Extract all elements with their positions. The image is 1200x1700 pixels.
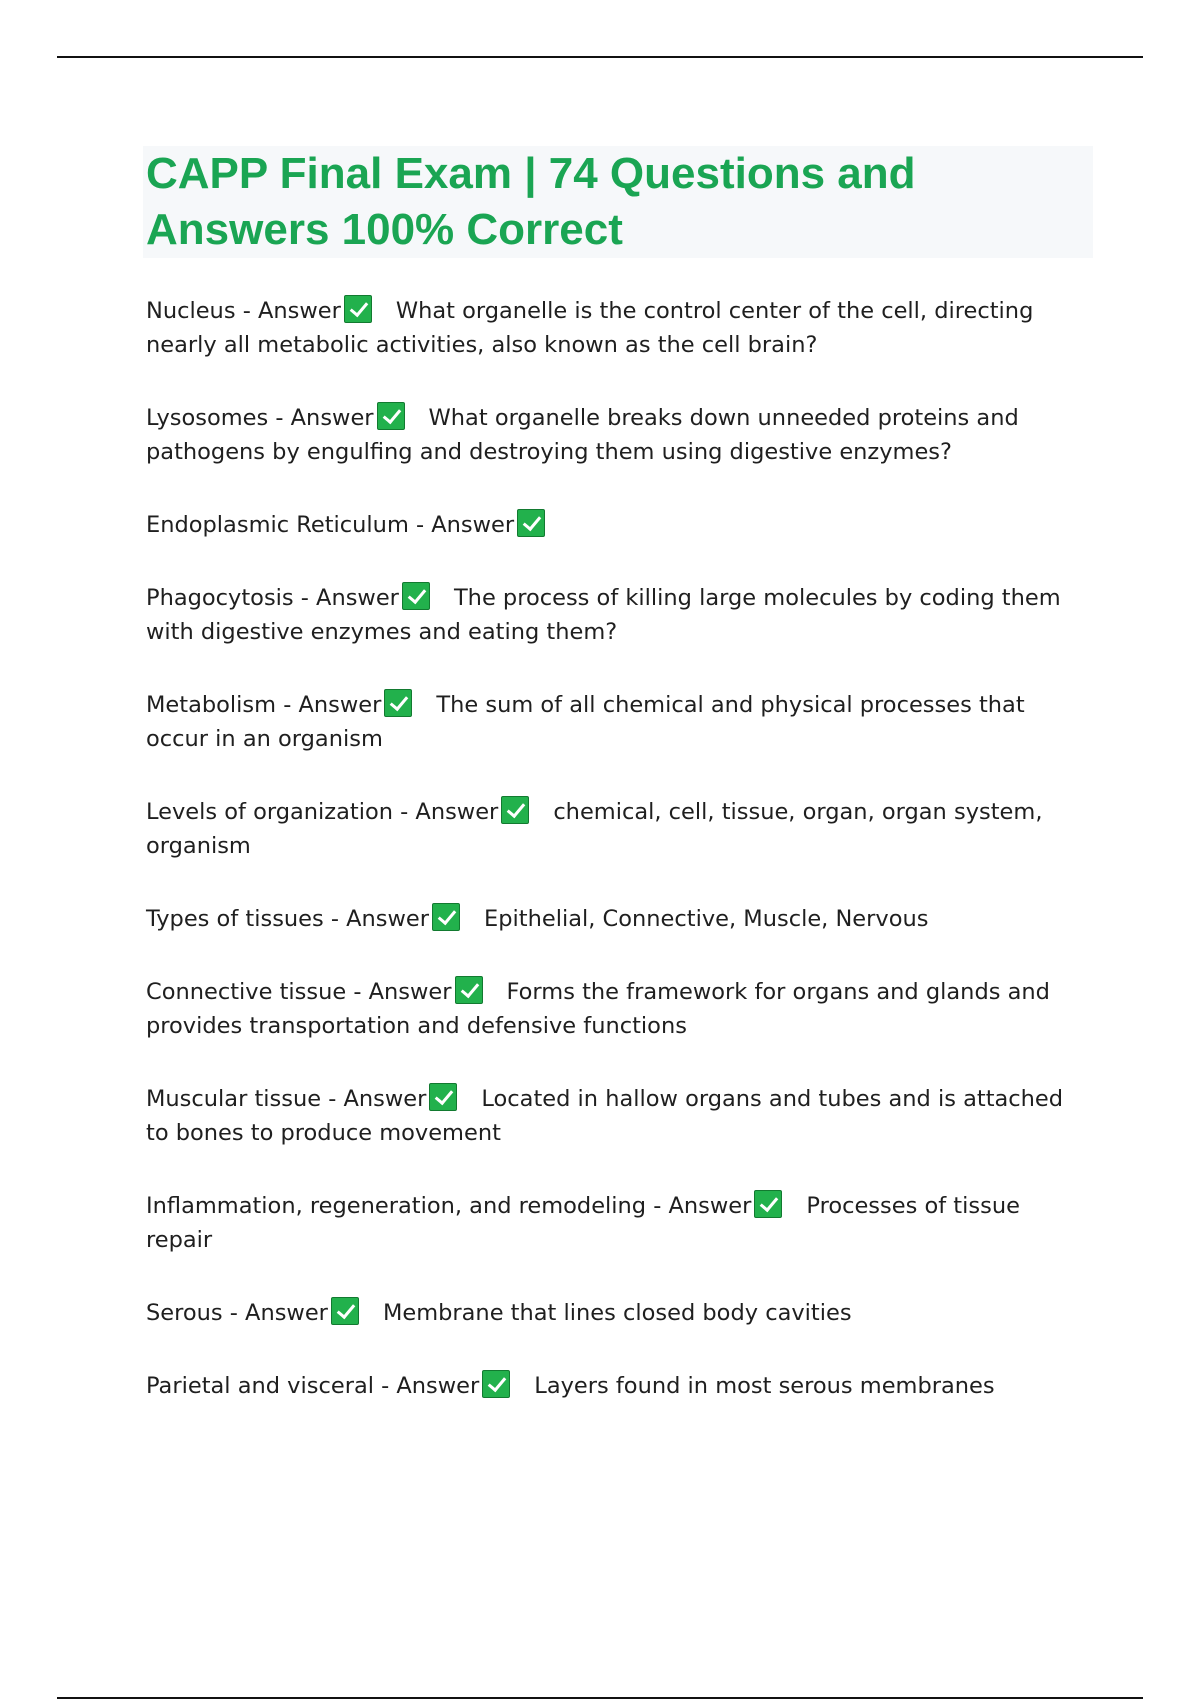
check-mark-icon: [432, 903, 460, 931]
qa-item: [146, 508, 1086, 542]
qa-term: Types of tissues - Answer: [146, 906, 430, 932]
check-mark-icon: [482, 1370, 510, 1398]
qa-item: [146, 1189, 1086, 1257]
qa-item: [146, 795, 1086, 863]
qa-term: Levels of organization - Answer: [146, 799, 499, 825]
qa-answer: Epithelial, Connective, Muscle, Nervous: [484, 906, 929, 932]
qa-list: [146, 294, 1086, 1442]
qa-term: Serous - Answer: [146, 1300, 328, 1326]
check-mark-icon: [402, 582, 430, 610]
qa-item: [146, 902, 1086, 936]
qa-answer: Forms the framework for organs and glands and provides transportation and defensive functions: [146, 979, 1050, 1039]
check-mark-icon: [517, 509, 545, 537]
qa-answer: The process of killing large molecules by coding them with digestive enzymes and eating them?: [146, 585, 1061, 645]
check-mark-icon: [384, 689, 412, 717]
qa-answer: The sum of all chemical and physical processes that occur in an organism: [146, 692, 1025, 752]
check-mark-icon: [344, 295, 372, 323]
qa-item: [146, 294, 1086, 362]
qa-item: [146, 688, 1086, 756]
qa-answer: Located in hallow organs and tubes and is attached to bones to produce movement: [146, 1086, 1064, 1146]
qa-item: [146, 401, 1086, 469]
check-mark-icon: [429, 1083, 457, 1111]
qa-answer: Membrane that lines closed body cavities: [382, 1300, 852, 1326]
top-divider: [57, 56, 1143, 58]
qa-term: Nucleus - Answer: [146, 298, 341, 324]
qa-answer: chemical, cell, tissue, organ, organ system, organism: [146, 799, 1043, 859]
qa-item: [146, 1296, 1086, 1330]
check-mark-icon: [754, 1190, 782, 1218]
qa-item: [146, 1082, 1086, 1150]
qa-term: Lysosomes - Answer: [146, 405, 374, 431]
page-title: CAPP Final Exam | 74 Questions and Answers 100% Correct: [146, 149, 916, 254]
qa-term: Inflammation, regeneration, and remodeling - Answer: [146, 1193, 752, 1219]
qa-answer: What organelle is the control center of the cell, directing nearly all metabolic activities, also known as the cell brain?: [146, 298, 1034, 358]
check-mark-icon: [501, 796, 529, 824]
qa-item: [146, 1369, 1086, 1403]
bottom-divider: [57, 1697, 1143, 1699]
qa-term: Connective tissue - Answer: [146, 979, 452, 1005]
qa-answer: What organelle breaks down unneeded proteins and pathogens by engulfing and destroying them using digestive enzymes?: [146, 405, 1019, 465]
qa-item: [146, 975, 1086, 1043]
qa-term: Phagocytosis - Answer: [146, 585, 399, 611]
qa-term: Parietal and visceral - Answer: [146, 1373, 480, 1399]
check-mark-icon: [455, 976, 483, 1004]
check-mark-icon: [331, 1297, 359, 1325]
qa-answer: Layers found in most serous membranes: [534, 1373, 995, 1399]
qa-answer: Processes of tissue repair: [146, 1193, 1020, 1253]
qa-term: Metabolism - Answer: [146, 692, 382, 718]
qa-item: [146, 581, 1086, 649]
qa-term: Muscular tissue - Answer: [146, 1086, 427, 1112]
check-mark-icon: [377, 402, 405, 430]
qa-term: Endoplasmic Reticulum - Answer: [146, 512, 515, 538]
title-banner: [143, 146, 1093, 258]
